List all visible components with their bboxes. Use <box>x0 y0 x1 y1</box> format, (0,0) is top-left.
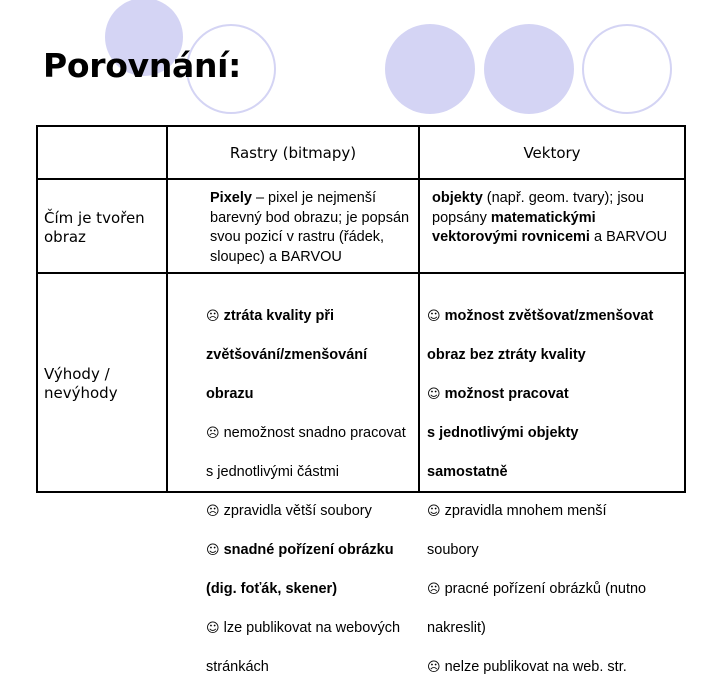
frown-icon: ☹ <box>427 659 441 675</box>
vektory-pro-con-line: ☺ možnost pracovat <box>427 385 569 402</box>
rastry-pro-con-line: stránkách <box>206 658 269 675</box>
rastry-pixely-text: – pixel je nejmenší barevný bod obrazu; je popsán svou pozicí v rastru (řádek, sloupec) a BARVOU <box>210 190 410 265</box>
vektory-pro-con-line: samostatně <box>427 463 508 480</box>
rastry-pro-con-line: ☹ nemožnost snadno pracovat <box>206 424 406 441</box>
rastry-pro-con-line: ☺ snadné pořízení obrázku <box>206 541 394 558</box>
table-row-divider-1 <box>36 272 686 274</box>
row-label-tvoren: Čím je tvořen obraz <box>44 209 145 246</box>
cell-vektory-vyhody <box>427 287 684 697</box>
cell-rastry-tvoren <box>210 189 420 267</box>
vektory-rovnice-bold: matematickými vektorovými rovnicemi <box>432 209 596 245</box>
smile-icon: ☺ <box>427 503 441 519</box>
vektory-pro-con-line: obraz bez ztráty kvality <box>427 346 586 363</box>
vektory-pro-con-line: ☺ zpravidla mnohem menší <box>427 502 607 519</box>
table-column-divider-1 <box>166 125 168 493</box>
decor-circle-4 <box>484 24 574 114</box>
smile-icon: ☺ <box>206 542 220 558</box>
comparison-table <box>36 125 686 675</box>
frown-icon: ☹ <box>206 503 220 519</box>
table-column-divider-2 <box>418 125 420 493</box>
vektory-pro-con-line: soubory <box>427 541 479 558</box>
smile-icon: ☺ <box>427 308 441 324</box>
vektory-text-1: (např. geom. tvary); jsou popsány <box>432 190 644 226</box>
cell-vektory-tvoren <box>432 189 672 248</box>
vektory-pro-con-line: ☺ možnost zvětšovat/zmenšovat <box>427 307 654 324</box>
vektory-pro-con-line: nakreslit) <box>427 619 486 636</box>
rastry-pro-con-line: (dig. foťák, skener) <box>206 580 338 597</box>
rastry-pro-con-line: ☹ zpravidla větší soubory <box>206 502 372 519</box>
frown-icon: ☹ <box>206 425 220 441</box>
table-border-right <box>684 125 686 493</box>
vektory-text-2: a BARVOU <box>589 229 668 245</box>
rastry-pro-con-line: ☹ ztráta kvality při <box>206 307 335 324</box>
row-label-vyhody-text: Výhody / nevýhody <box>44 365 118 402</box>
vektory-pro-con-line: ☹ pracné pořízení obrázků (nutno <box>427 580 647 597</box>
smile-icon: ☺ <box>206 620 220 636</box>
rastry-pro-con-line: obrazu <box>206 385 254 402</box>
vektory-objekty-bold: objekty <box>432 190 483 206</box>
frown-icon: ☹ <box>206 308 220 324</box>
column-header-rastry: Rastry (bitmapy) <box>229 144 357 162</box>
table-row-divider-header <box>36 178 686 180</box>
table-border-top <box>36 125 686 127</box>
cell-rastry-vyhody <box>206 287 418 697</box>
row-label-vyhody <box>44 365 154 403</box>
vektory-pro-con-line: ☹ nelze publikovat na web. str. <box>427 658 627 675</box>
rastry-pro-con-line: ☺ lze publikovat na webových <box>206 619 401 636</box>
decor-circle-3 <box>385 24 475 114</box>
rastry-pro-con-line: s jednotlivými částmi <box>206 463 339 480</box>
rastry-pixely-bold: Pixely <box>210 190 252 206</box>
page-title: Porovnání: <box>43 46 242 85</box>
decor-circle-5 <box>582 24 672 114</box>
table-border-left <box>36 125 38 493</box>
column-header-vektory: Vektory <box>523 144 581 162</box>
rastry-pro-con-line: zvětšování/zmenšování <box>206 346 368 363</box>
smile-icon: ☺ <box>427 386 441 402</box>
vektory-pro-con-line: s jednotlivými objekty <box>427 424 579 441</box>
frown-icon: ☹ <box>427 581 441 597</box>
